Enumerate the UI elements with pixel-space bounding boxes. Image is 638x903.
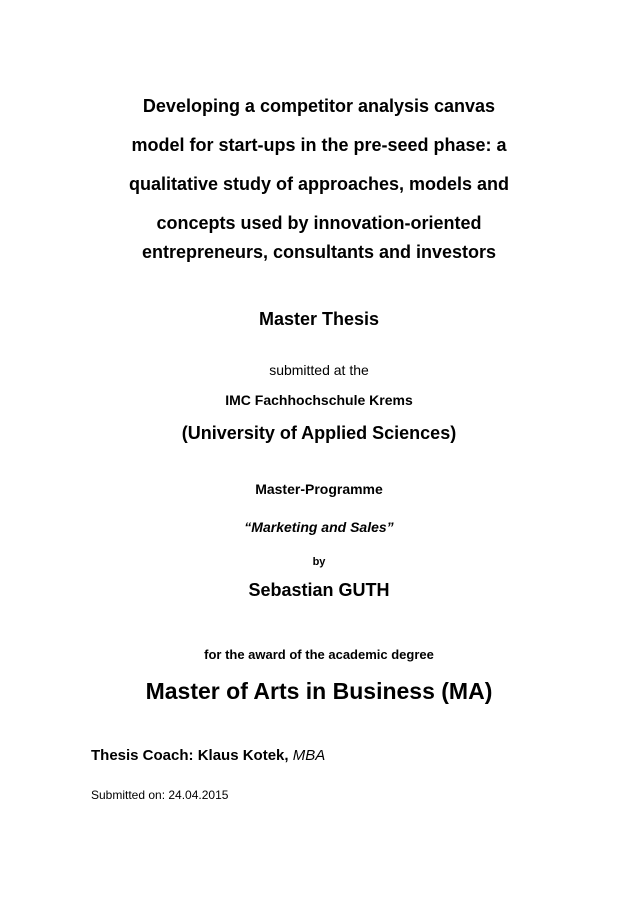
institution-name: IMC Fachhochschule Krems [225,392,413,408]
programme-label: Master-Programme [255,481,383,497]
thesis-title-line-5: entrepreneurs, consultants and investors [141,242,497,262]
document-type: Master Thesis [258,309,380,329]
academic-degree: Master of Arts in Business (MA) [145,678,493,704]
institution-subtitle: (University of Applied Sciences) [181,423,457,443]
author-name: Sebastian GUTH [248,580,390,600]
thesis-title-line-3: qualitative study of approaches, models and [128,174,510,194]
submitted-at-label: submitted at the [269,362,369,378]
by-label: by [312,556,326,568]
thesis-coach [91,747,325,764]
programme-name: “Marketing and Sales” [244,519,394,535]
submission-date: Submitted on: 24.04.2015 [91,788,229,802]
thesis-title-line-2: model for start-ups in the pre-seed phase: a [131,135,507,155]
thesis-coach-title: MBA [292,747,326,764]
thesis-coach-label: Thesis Coach: Klaus Kotek, [91,747,289,764]
thesis-title-line-4: concepts used by innovation-oriented [156,213,482,233]
thesis-title-line-1: Developing a competitor analysis canvas [142,96,496,116]
award-label: for the award of the academic degree [204,647,434,662]
